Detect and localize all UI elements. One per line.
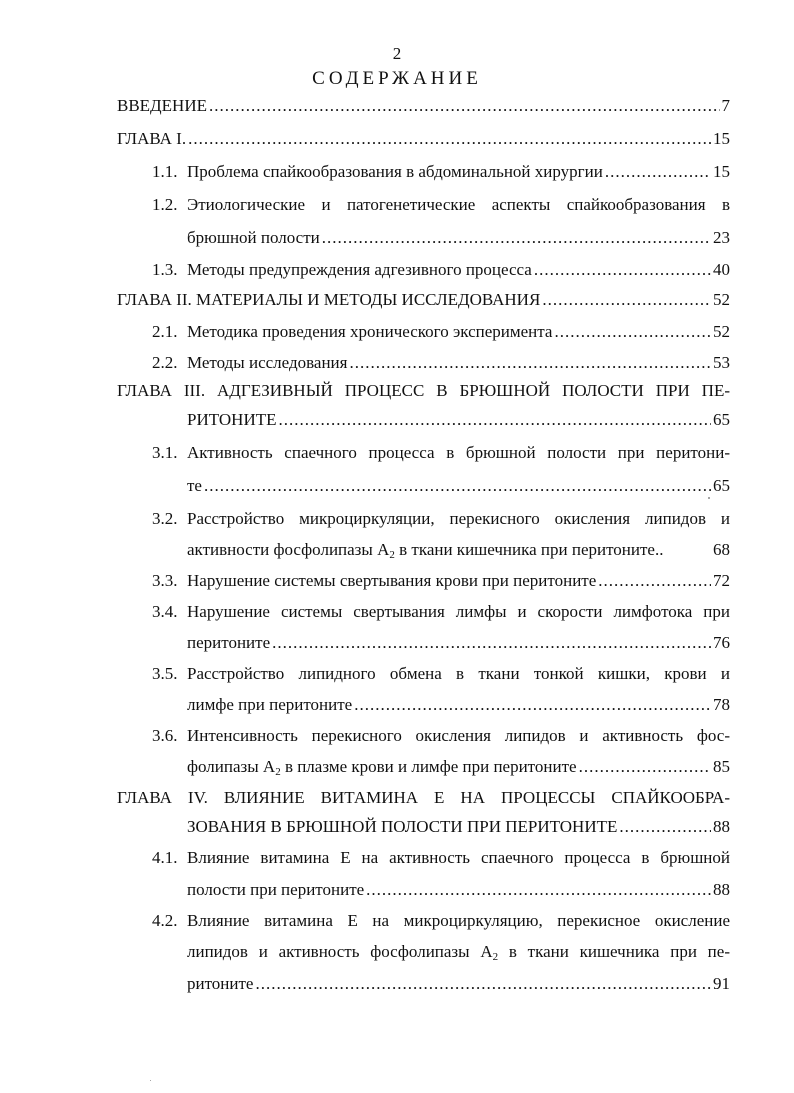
toc-entry-number: 2.1.	[152, 322, 178, 341]
toc-entry-1-1	[187, 162, 730, 182]
page-number: 2	[392, 44, 402, 63]
toc-entry-label: Методика проведения хронического эксперимента	[187, 322, 553, 341]
toc-entry-label: ритоните	[187, 974, 254, 993]
toc-entry-page: 78	[713, 695, 730, 714]
toc-entry-1-2-line1: Этиологические и патогенетические аспекты спайкообразования в	[187, 195, 730, 214]
dot-leader	[542, 290, 711, 310]
toc-entry-label: ГЛАВА II. МАТЕРИАЛЫ И МЕТОДЫ ИССЛЕДОВАНИЯ	[117, 290, 541, 309]
toc-entry-label: Проблема спайкообразования в абдоминальной хирургии	[187, 162, 603, 181]
toc-entry-page: 68	[713, 540, 730, 559]
toc-entry-label: ВВЕДЕНИЕ	[117, 96, 207, 115]
dot-leader	[204, 476, 711, 496]
toc-entry-number: 3.3.	[152, 571, 178, 590]
dot-leader	[605, 162, 711, 182]
dot-leader	[598, 571, 711, 591]
dot-leader	[579, 757, 711, 777]
toc-entry-label: Методы исследования	[187, 353, 348, 372]
toc-entry-4-2-line2	[187, 942, 730, 962]
toc-entry-3-5-line2	[187, 695, 730, 715]
dot-leader	[349, 353, 711, 373]
toc-entry-label: перитоните	[187, 633, 271, 652]
toc-entry-number: 3.2.	[152, 509, 178, 528]
toc-entry-chapter-2	[117, 290, 730, 310]
toc-entry-3-1-line2	[187, 476, 730, 496]
toc-entry-chapter-4-line1: ГЛАВА IV. ВЛИЯНИЕ ВИТАМИНА Е НА ПРОЦЕССЫ СПАЙКООБРА-	[117, 788, 730, 807]
toc-title: СОДЕРЖАНИЕ	[312, 68, 482, 89]
dot-leader	[619, 817, 711, 837]
toc-entry-page: 65	[713, 476, 730, 495]
toc-entry-3-4-line1: Нарушение системы свертывания лимфы и скорости лимфотока при	[187, 602, 730, 621]
toc-entry-page: 72	[713, 571, 730, 590]
toc-entry-3-2-line2	[187, 540, 730, 560]
toc-entry-2-1	[187, 322, 730, 342]
toc-entry-3-6-line2	[187, 757, 730, 777]
toc-entry-4-1-line2	[187, 880, 730, 900]
toc-entry-number: 1.1.	[152, 162, 178, 181]
toc-entry-3-1-line1: Активность спаечного процесса в брюшной полости при перитони-	[187, 443, 730, 462]
dot-leader	[534, 260, 711, 280]
toc-entry-page: 88	[713, 817, 730, 836]
toc-entry-number: 3.5.	[152, 664, 178, 683]
toc-entry-page: 65	[713, 410, 730, 429]
dot-leader	[554, 322, 711, 342]
toc-entry-page: 76	[713, 633, 730, 652]
toc-entry-label-part: в плазме крови и лимфе при перитоните	[280, 757, 577, 776]
toc-entry-label: ЗОВАНИЯ В БРЮШНОЙ ПОЛОСТИ ПРИ ПЕРИТОНИТЕ	[187, 817, 618, 836]
toc-entry-label-part: активности фосфолипазы А	[187, 540, 390, 559]
dot-leader	[366, 880, 711, 900]
toc-entry-page: 88	[713, 880, 730, 899]
toc-entry-page: 15	[713, 129, 730, 148]
toc-entry-label: брюшной полости	[187, 228, 320, 247]
toc-entry-number: 4.1.	[152, 848, 178, 867]
toc-entry-page: 53	[713, 353, 730, 372]
toc-entry-label-part: в ткани кишечника при пе-	[498, 942, 730, 961]
toc-entry-page: 52	[713, 322, 730, 341]
toc-entry-label	[187, 540, 663, 560]
dot-leader	[188, 129, 711, 149]
subscript: 2	[389, 549, 395, 561]
toc-entry-3-2-line1: Расстройство микроциркуляции, перекисного окисления липидов и	[187, 509, 730, 528]
toc-entry-3-4-line2	[187, 633, 730, 653]
toc-entry-number: 3.1.	[152, 443, 178, 462]
toc-entry-4-1-line1: Влияние витамина Е на активность спаечного процесса в брюшной	[187, 848, 730, 867]
toc-entry-number: 3.4.	[152, 602, 178, 621]
toc-entry-page: 52	[713, 290, 730, 309]
toc-entry-label: ГЛАВА I.	[117, 129, 187, 148]
toc-entry-chapter-3-line1: ГЛАВА III. АДГЕЗИВНЫЙ ПРОЦЕСС В БРЮШНОЙ ПОЛОСТИ ПРИ ПЕ-	[117, 381, 730, 400]
toc-entry-number: 3.6.	[152, 726, 178, 745]
toc-entry-1-3	[187, 260, 730, 280]
toc-entry-label: полости при перитоните	[187, 880, 365, 899]
toc-entry-intro	[117, 96, 730, 116]
toc-entry-2-2	[187, 353, 730, 373]
toc-entry-number: 2.2.	[152, 353, 178, 372]
dot-leader	[255, 974, 711, 994]
dot-leader	[322, 228, 711, 248]
subscript: 2	[275, 766, 281, 778]
toc-entry-number: 4.2.	[152, 911, 178, 930]
toc-entry-4-2-line3	[187, 974, 730, 994]
toc-entry-label: Нарушение системы свертывания крови при перитоните	[187, 571, 597, 590]
toc-entry-chapter-4-line2	[187, 817, 730, 837]
subscript: 2	[492, 951, 499, 963]
toc-entry-label-part: липидов и активность фосфолипазы А	[187, 942, 493, 961]
dot-leader	[354, 695, 711, 715]
toc-entry-page: 40	[713, 260, 730, 279]
toc-entry-3-5-line1: Расстройство липидного обмена в ткани тонкой кишки, крови и	[187, 664, 730, 683]
toc-entry-label: те	[187, 476, 202, 495]
dot-leader	[279, 410, 712, 430]
toc-entry-3-3	[187, 571, 730, 591]
toc-entry-chapter-1	[117, 129, 730, 149]
toc-entry-page: 15	[713, 162, 730, 181]
toc-entry-label: РИТОНИТЕ	[187, 410, 277, 429]
toc-entry-page: 85	[713, 757, 730, 776]
toc-entry-label-part: в ткани кишечника при перитоните..	[394, 540, 664, 559]
scan-speck	[150, 1080, 151, 1081]
toc-entry-label: лимфе при перитоните	[187, 695, 353, 714]
toc-entry-page: 23	[713, 228, 730, 247]
scan-speck	[708, 497, 710, 499]
toc-entry-3-6-line1: Интенсивность перекисного окисления липидов и активность фос-	[187, 726, 730, 745]
toc-entry-1-2-line2	[187, 228, 730, 248]
toc-entry-number: 1.2.	[152, 195, 178, 214]
toc-entry-4-2-line1: Влияние витамина Е на микроциркуляцию, перекисное окисление	[187, 911, 730, 930]
toc-entry-label-part: фолипазы А	[187, 757, 276, 776]
toc-entry-label	[187, 757, 577, 777]
toc-entry-page: 7	[721, 96, 730, 115]
toc-entry-number: 1.3.	[152, 260, 178, 279]
dot-leader	[209, 96, 720, 116]
toc-entry-page: 91	[713, 974, 730, 993]
toc-entry-chapter-3-line2	[187, 410, 730, 430]
dot-leader	[272, 633, 711, 653]
toc-entry-label: Методы предупреждения адгезивного процесса	[187, 260, 532, 279]
